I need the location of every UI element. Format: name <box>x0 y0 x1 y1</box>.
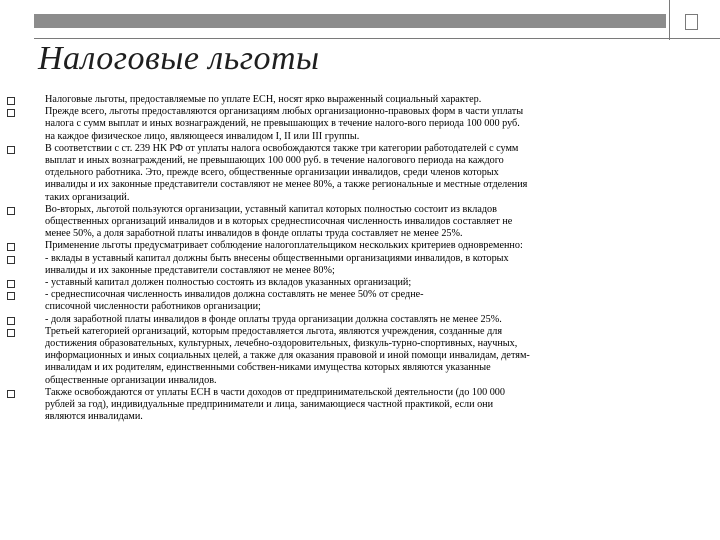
hollow-square-icon <box>7 97 15 105</box>
hollow-square-icon <box>7 292 15 300</box>
hollow-square-icon <box>7 317 15 325</box>
hollow-square-icon <box>7 243 15 251</box>
slide-body <box>0 94 720 423</box>
list-item <box>0 326 720 387</box>
paragraph-text: Во-вторых, льготой пользуются организации, уставный капитал которых полностью состоит из вкладов общественных организаций инвалидов и в которых среднесписочная численность инвалидов составляет не менее 50%, а доля заработной платы инвалидов в фонде оплаты труда составляет не менее 25%. <box>45 203 513 240</box>
header-divider-horizontal <box>34 38 720 39</box>
list-item <box>0 240 720 252</box>
paragraph-text: Также освобождаются от уплаты ЕСН в части доходов от предпринимательской деятельности (до 100 000 рублей за год), индивидуальные предприниматели и лица, занимающиеся частной практикой, если они являются инвалидами. <box>45 386 505 423</box>
hollow-square-icon <box>7 329 15 337</box>
hollow-square-icon <box>7 207 15 215</box>
hollow-square-icon <box>7 280 15 288</box>
paragraph-text: Применение льготы предусматривает соблюдение налогоплательщиком нескольких критериев одновременно: <box>45 240 523 252</box>
header-divider-vertical <box>669 0 670 40</box>
paragraph-text: - уставный капитал должен полностью состоять из вкладов указанных организаций; <box>45 277 412 289</box>
paragraph-text: - доля заработной платы инвалидов в фонде оплаты труда организации должна составлять не менее 25%. <box>45 313 502 325</box>
hollow-square-icon <box>7 109 15 117</box>
list-item <box>0 94 720 106</box>
header-bar <box>34 14 666 28</box>
list-item <box>0 106 720 143</box>
slide-title: Налоговые льготы <box>38 40 320 77</box>
list-item <box>0 314 720 326</box>
list-item <box>0 253 720 277</box>
list-item <box>0 204 720 241</box>
paragraph-text: Прежде всего, льготы предоставляются организациям любых организационно-правовых форм в части уплаты налога с сумм выплат и иных вознаграждений, не превышающих в течение налого-вого периода 100 000 руб. на каждое физическое лицо, являющееся инвалидом I, II или III группы. <box>45 106 524 142</box>
hollow-square-icon <box>7 146 15 154</box>
hollow-square-icon <box>7 390 15 398</box>
paragraph-text: В соответствии с ст. 239 НК РФ от уплаты налога освобождаются также три категории работодателей с сумм выплат и иных вознаграждений, не превышающих 100 000 руб. в течение налогового периода на каждого отдельного работника. Это, прежде всего, общественные организации инвалидов, среди членов которых инвалиды и их законные представители составляют не менее 80%, а также региональные и местные отделения таких организаций. <box>45 142 528 203</box>
paragraph-text: - среднесписочная численность инвалидов должна составлять не менее 50% от средне- списочной численности работников организации; <box>45 289 424 313</box>
list-item <box>0 277 720 289</box>
paragraph-text: Налоговые льготы, предоставляемые по уплате ЕСН, носят ярко выраженный социальный характер. <box>45 94 482 105</box>
corner-box <box>685 14 698 30</box>
list-item <box>0 289 720 313</box>
list-item <box>0 143 720 204</box>
hollow-square-icon <box>7 256 15 264</box>
list-item <box>0 387 720 424</box>
paragraph-text: Третьей категорией организаций, которым предоставляется льгота, являются учреждения, созданные для достижения образовательных, культурных, лечебно-оздоровительных, физкуль-турно-спортивных, научных, информационных и иных социальных целей, а также для оказания правовой и иной помощи инвалидам, детям- инвалидам и их родителям, единственными собствен-никами имущества которых являются указанные общественные организации инвалидов. <box>45 325 530 386</box>
paragraph-text: - вклады в уставный капитал должны быть внесены общественными организациями инвалидов, в которых инвалиды и их законные представители составляют не менее 80%; <box>45 252 509 276</box>
